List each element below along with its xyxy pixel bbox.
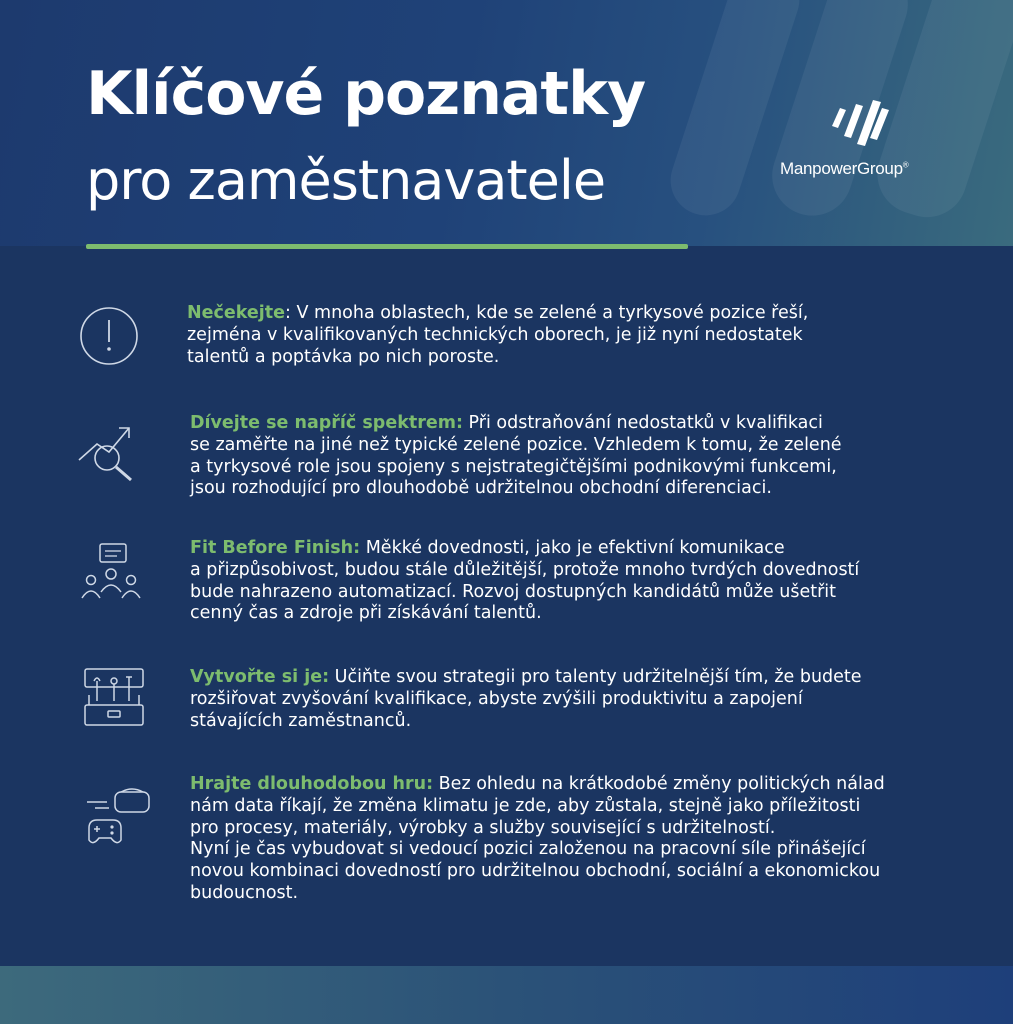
vr-gamepad-icon: [85, 788, 151, 848]
team-chat-icon: [80, 542, 142, 604]
item-text: Hrajte dlouhodobou hru: Bez ohledu na krátkodobé změny politických nálad nám data říkají, že změna klimatu je zde, aby zůstala, stejně jako příležitosti pro procesy, materiály, výrobky a služby související s udržitelností. Nyní je čas vybudovat si vedoucí pozici založenou na pracovní síle přinášející novou kombinaci dovedností pro udržitelnou obchodní, sociální a ekonomickou budoucnost.: [190, 774, 885, 903]
manpowergroup-logo-text: ManpowerGroup®: [780, 159, 909, 178]
toolbox-icon: [83, 667, 145, 727]
manpowergroup-logo-mark: [826, 96, 890, 148]
item-heading: Fit Before Finish:: [190, 538, 361, 558]
exclamation-circle-icon: [79, 306, 139, 366]
item-heading: Hrajte dlouhodobou hru:: [190, 774, 434, 794]
header-banner: [0, 0, 1013, 246]
page-subtitle: pro zaměstnavatele: [86, 149, 606, 212]
item-text: Nečekejte: V mnoha oblastech, kde se zelené a tyrkysové pozice řeší, zejména v kvalifikovaných technických oborech, je již nyní nedostatek talentů a poptávka po nich poroste.: [187, 303, 809, 367]
item-heading: Dívejte se napříč spektrem:: [190, 413, 463, 433]
item-text: Fit Before Finish: Měkké dovednosti, jako je efektivní komunikace a přizpůsobivost, budou stále důležitější, protože mnoho tvrdých dovedností bude nahrazeno automatizací. Rozvoj dostupných kandidátů může ušetřit cenný čas a zdroje při získávání talentů.: [190, 538, 860, 624]
page-title: Klíčové poznatky: [86, 59, 646, 129]
item-text: Vytvořte si je: Učiňte svou strategii pro talenty udržitelnější tím, že budete rozšiřovat zvyšování kvalifikace, abyste zvýšili produktivitu a zapojení stávajících zaměstnanců.: [190, 667, 862, 731]
item-text: Dívejte se napříč spektrem: Při odstraňování nedostatků v kvalifikaci se zaměřte na jiné než typické zelené pozice. Vzhledem k tomu, že zelené a tyrkysové role jsou spojeny s nejstrategičtějšími podnikovými funkcemi, jsou rozhodující pro dlouhodobě udržitelnou obchodní diferenciaci.: [190, 413, 842, 499]
item-heading: Vytvořte si je:: [190, 667, 330, 687]
item-heading: Nečekejte: [187, 303, 286, 323]
trend-magnifier-icon: [77, 422, 143, 486]
header-divider: [86, 244, 688, 249]
footer-banner: [0, 966, 1013, 1024]
